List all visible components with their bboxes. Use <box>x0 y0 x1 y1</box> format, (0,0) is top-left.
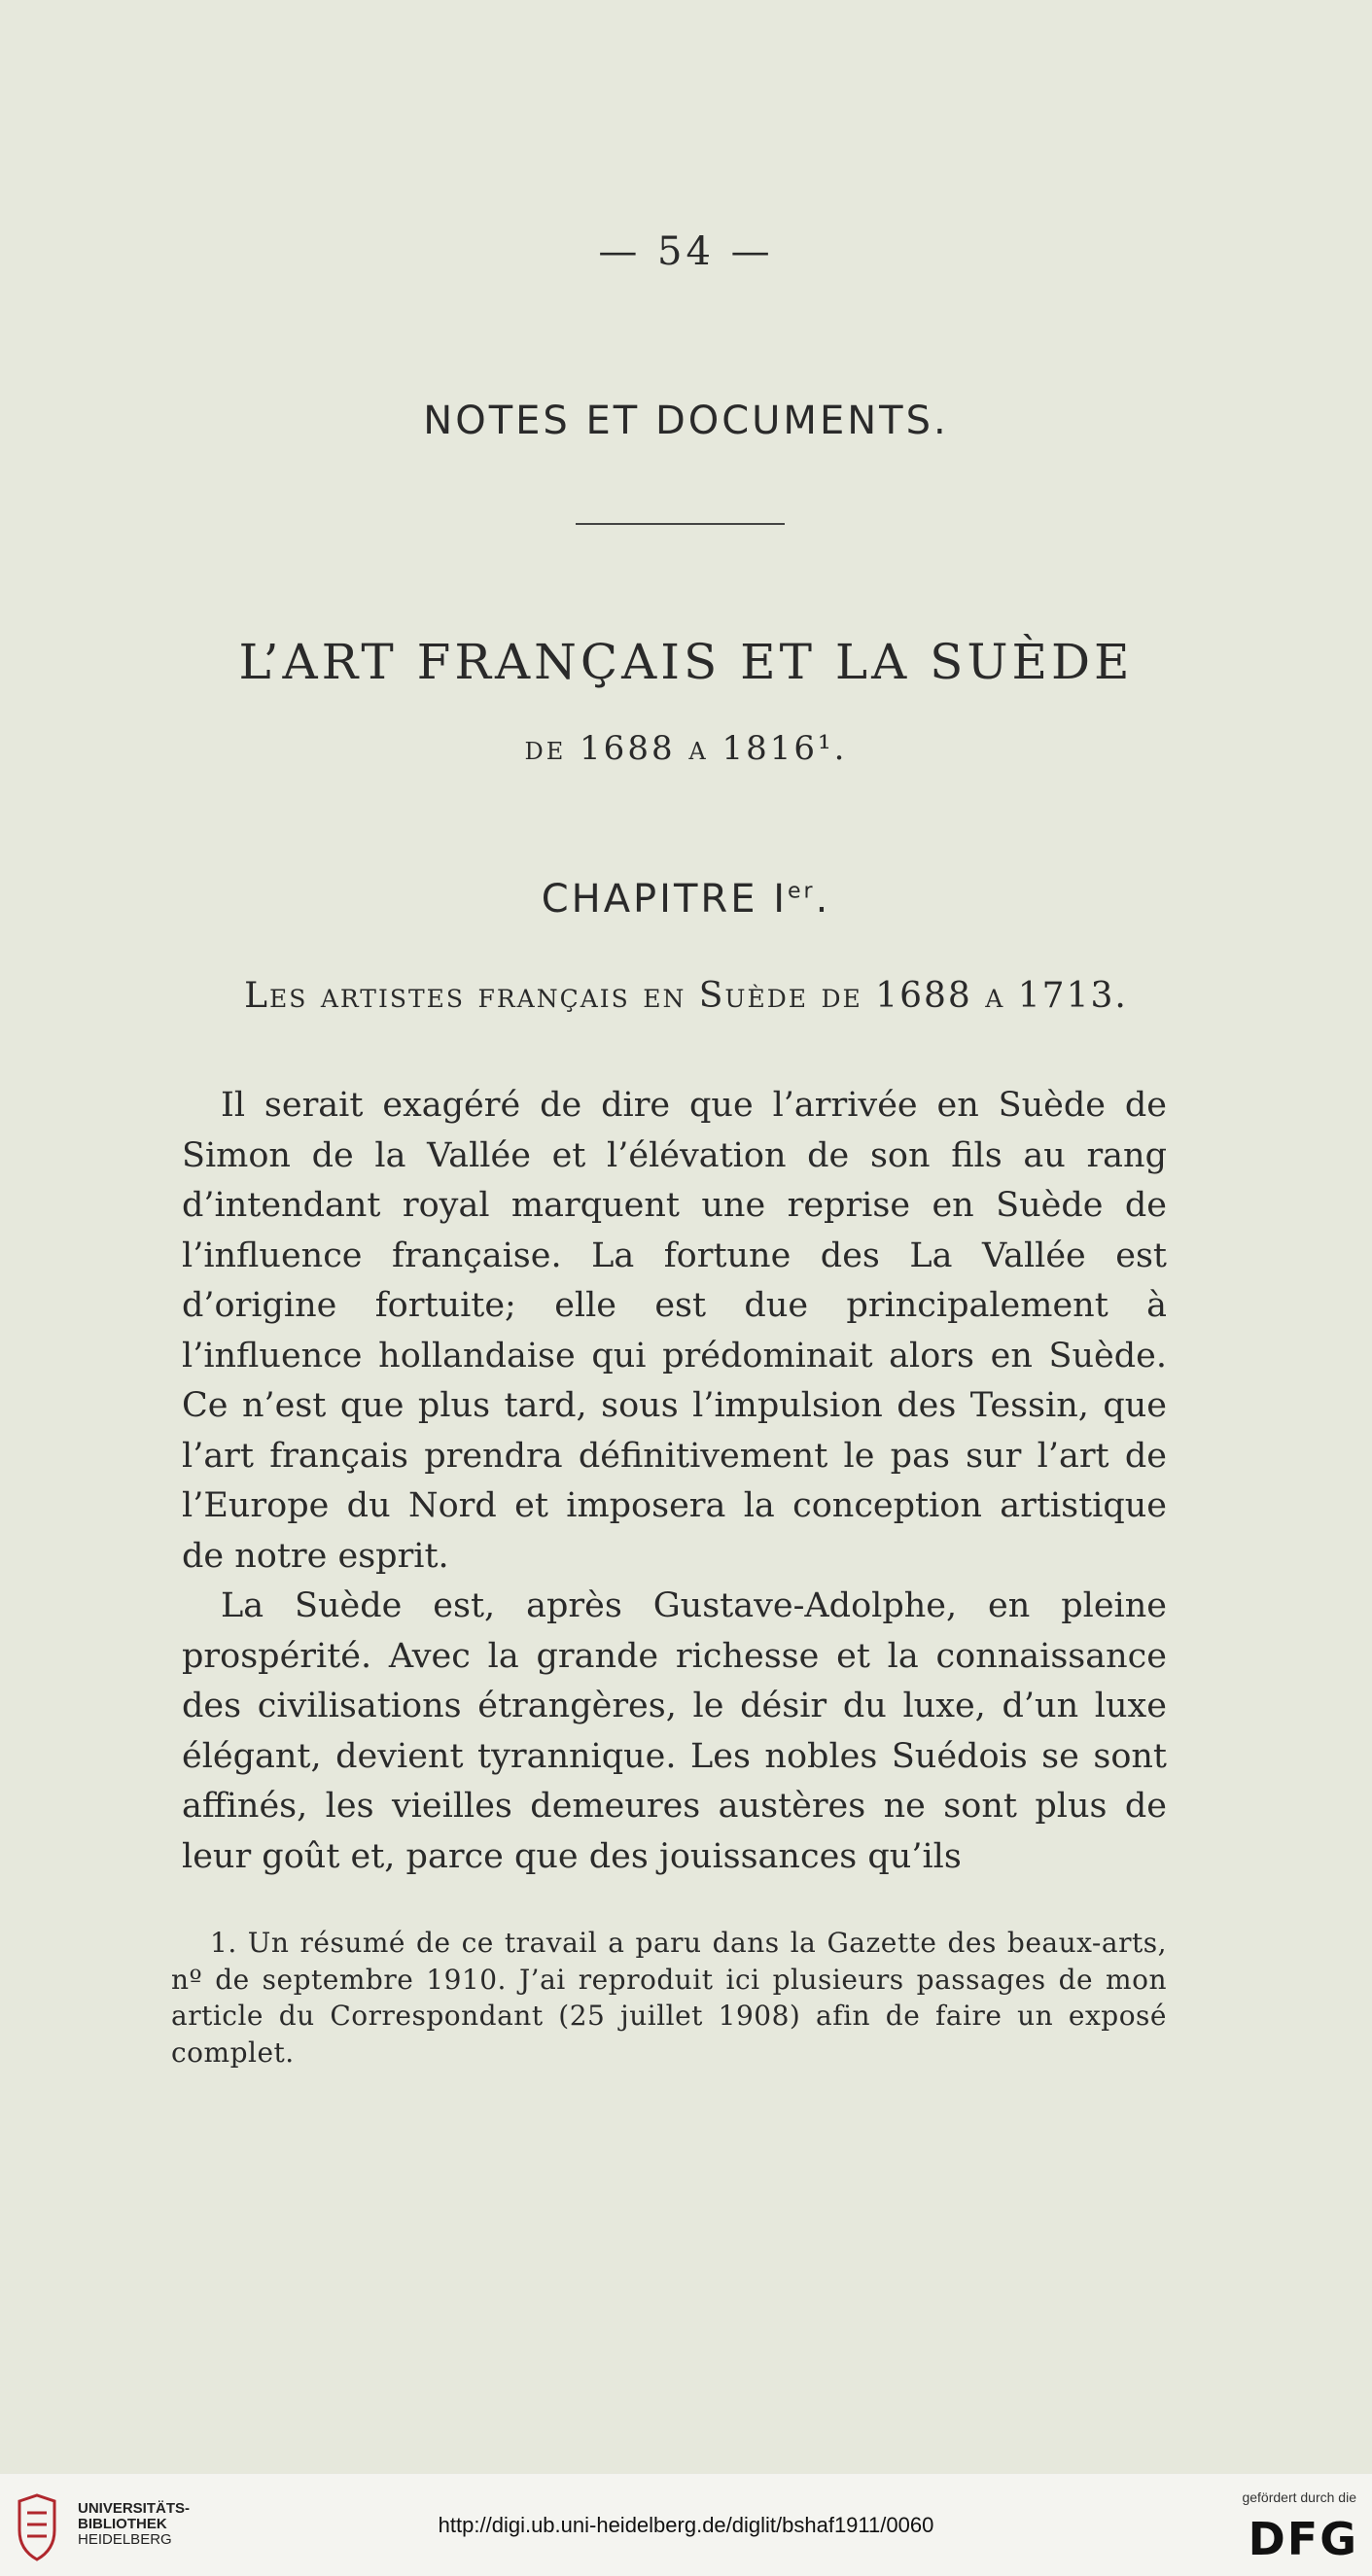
body-paragraph-1: Il serait exagéré de dire que l’arrivée en Suède de Simon de la Vallée et l’élévation de son fils au rang d’intendant royal marquent une reprise en Suède de l’influence française. La fortune des La Vallée est d’origine fortuite; elle est due principalement à l’influence hollandaise qui prédominait alors en Suède. Ce n’est que plus tard, sous l’impulsion des Tessin, que l’art français prendra définitivement le pas sur l’art de l’Europe du Nord et imposera la conception artistique de notre esprit. <box>182 1086 1167 1576</box>
title-rule <box>576 523 785 525</box>
body-text <box>182 1081 1167 1882</box>
footnote <box>171 1925 1167 2071</box>
chapter-subtitle: Les artistes français en Suède de 1688 a 1713. <box>244 976 1128 1016</box>
chapter-heading-sup: er <box>788 879 816 904</box>
section-title: NOTES ET DOCUMENTS. <box>423 399 949 443</box>
library-name-line-1: UNIVERSITÄTS- <box>78 2500 191 2517</box>
article-subtitle: de 1688 a 1816¹. <box>524 729 848 768</box>
library-name-line-2: BIBLIOTHEK <box>78 2516 167 2532</box>
body-paragraph-2: La Suède est, après Gustave-Adolphe, en pleine prospérité. Avec la grande richesse et la connaissance des civilisations étrangères, le désir du luxe, d’un luxe élégant, devient tyrannique. Les nobles Suédois se sont affinés, les vieilles demeures austères ne sont plus de leur goût et, parce que des jouissances qu’ils <box>182 1586 1167 1876</box>
document-url-link[interactable]: http://digi.ub.uni-heidelberg.de/diglit/bshaf1911/0060 <box>438 2513 934 2537</box>
dfg-logo: DFG <box>1248 2513 1358 2565</box>
viewer-footer <box>0 2474 1372 2576</box>
funder-label: gefördert durch die <box>1242 2489 1356 2505</box>
article-title: L’ART FRANÇAIS ET LA SUÈDE <box>238 634 1134 690</box>
footnote-text: 1. Un résumé de ce travail a paru dans la Gazette des beaux-arts, nº de septembre 1910. J’ai reproduit ici plusieurs passages de mon article du Correspondant (25 juillet 1908) afin de faire un exposé complet. <box>171 1927 1167 2069</box>
chapter-heading-text: CHAPITRE I <box>541 877 788 922</box>
chapter-heading <box>0 877 1372 922</box>
library-name-line-3: HEIDELBERG <box>78 2531 172 2548</box>
page-number: — 54 — <box>598 229 774 274</box>
chapter-heading-dot: . <box>815 877 831 922</box>
